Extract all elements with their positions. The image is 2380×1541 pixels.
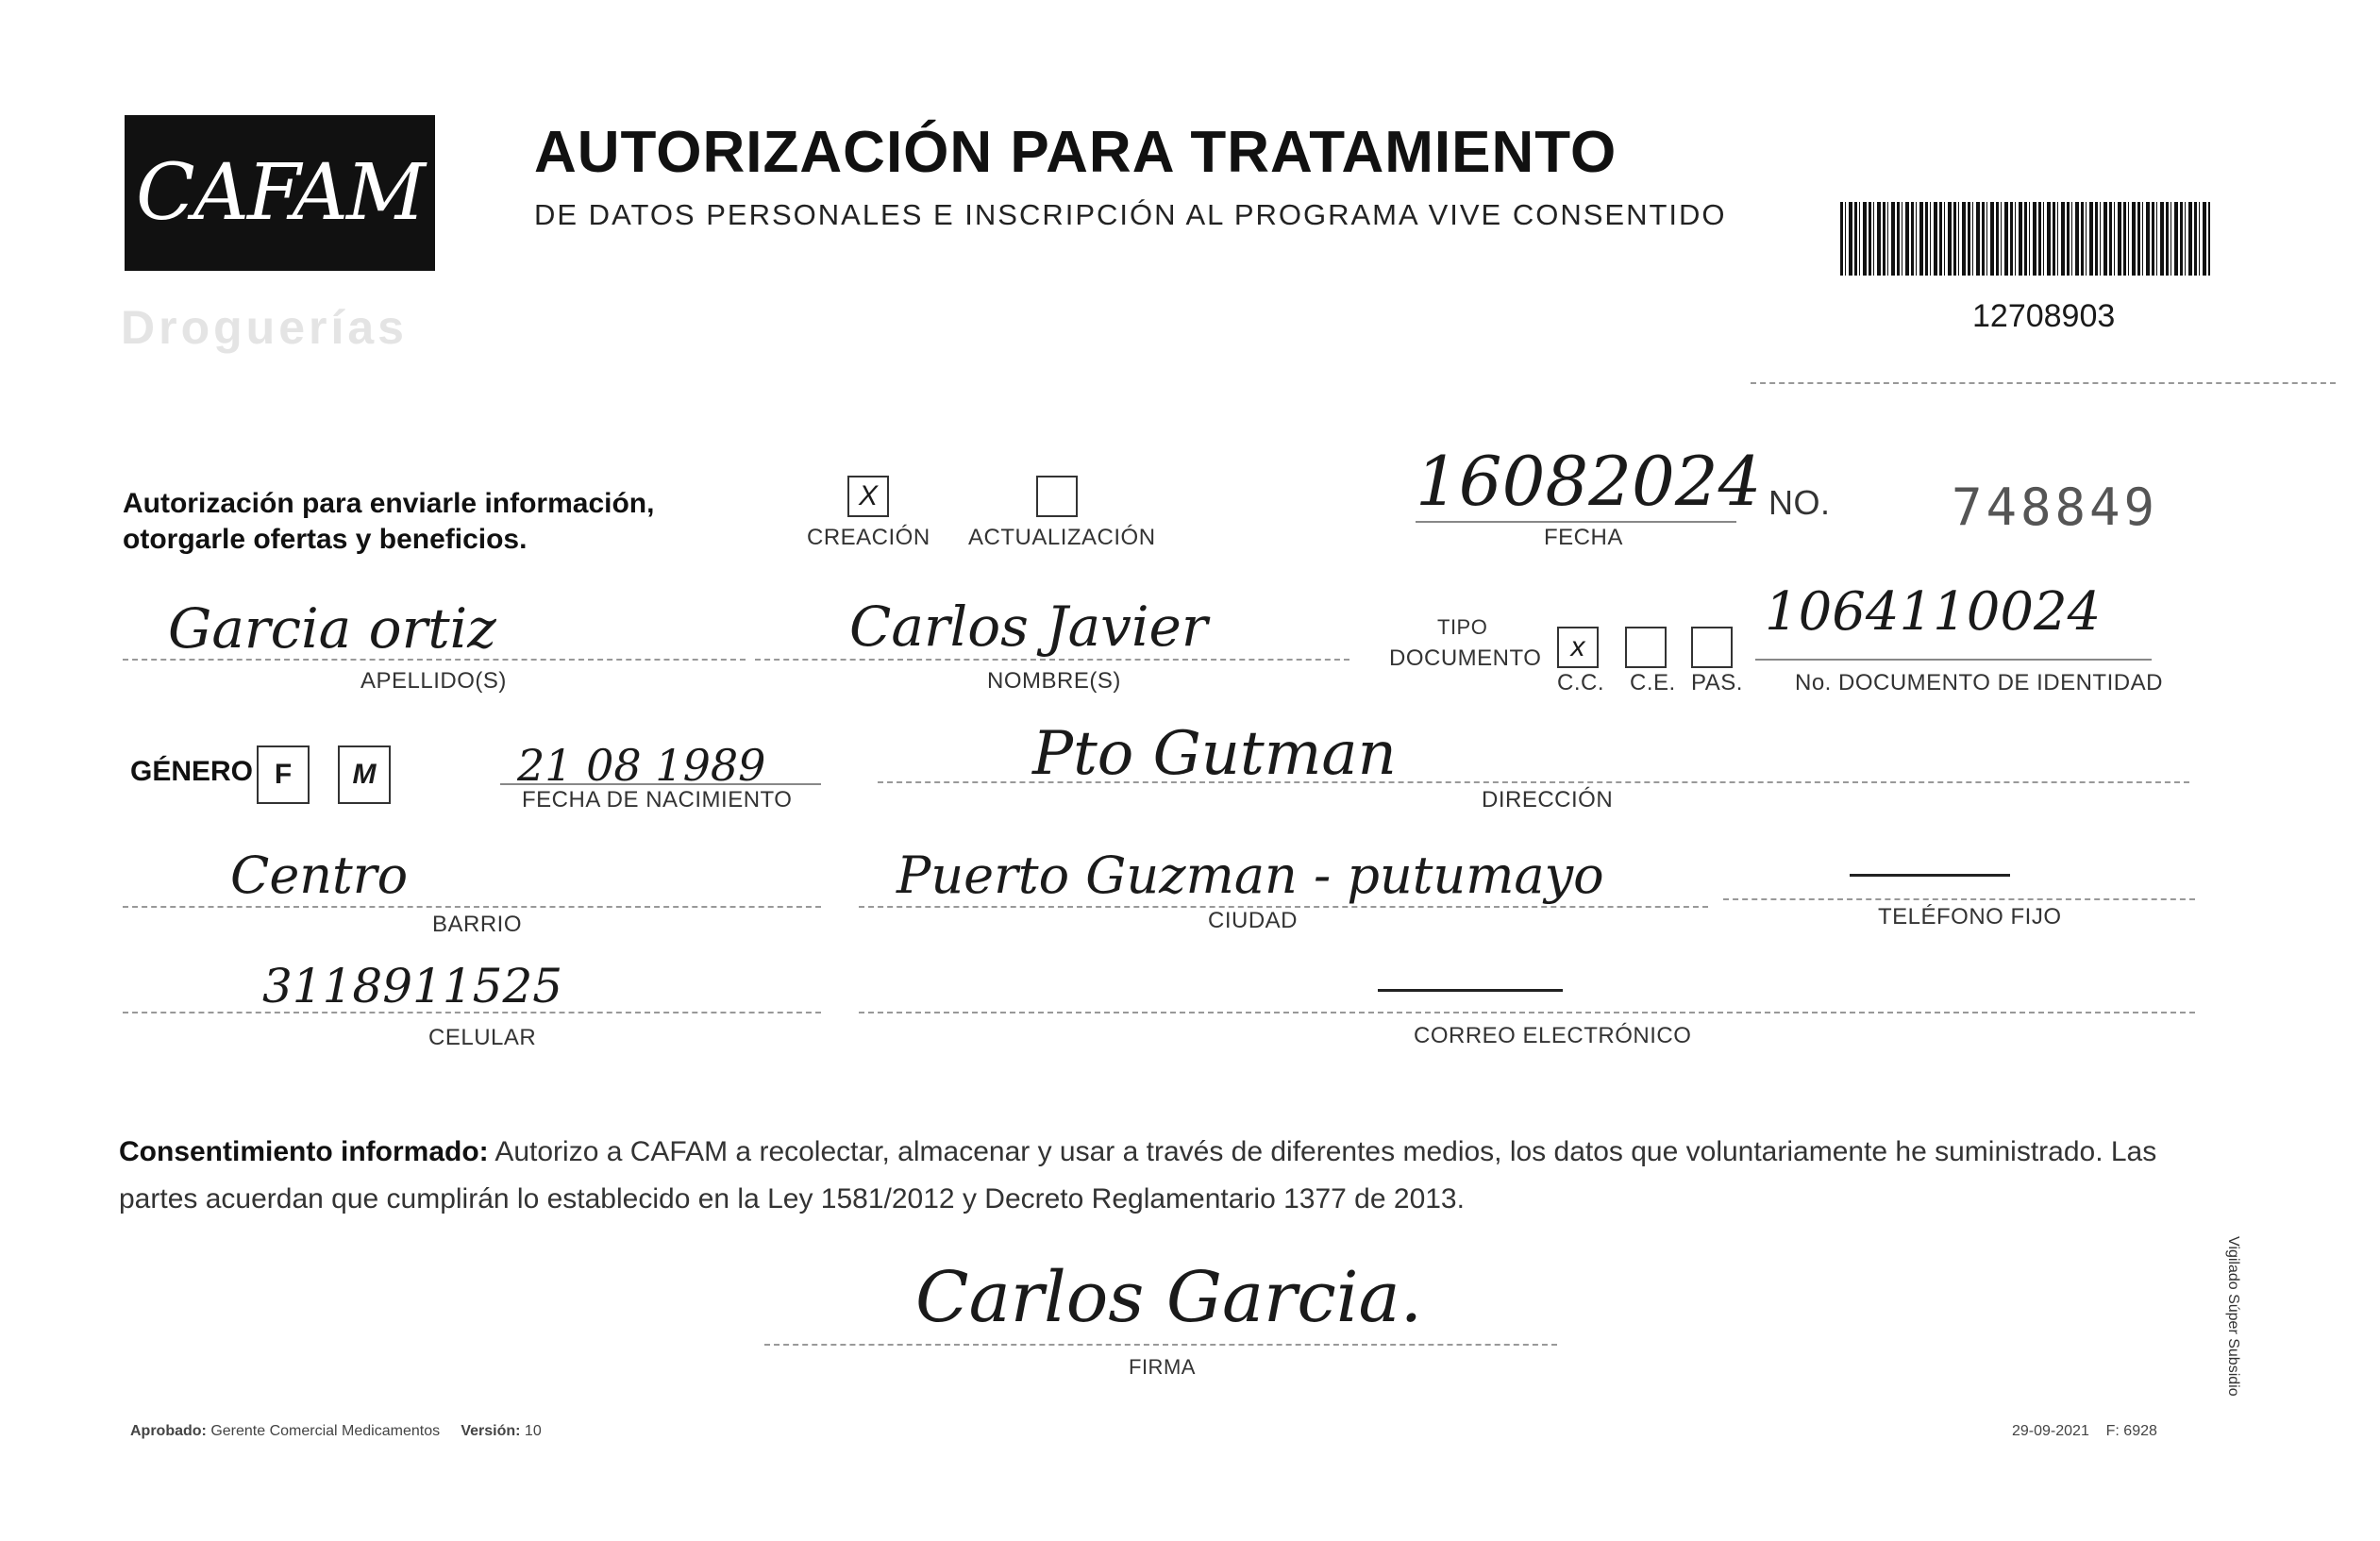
cafam-logo — [125, 115, 435, 271]
footer-approval — [130, 1423, 542, 1440]
barcode-number: 12708903 — [1972, 298, 2116, 334]
barcode — [1840, 202, 2210, 276]
logo-text: CAFAM — [136, 148, 424, 238]
ciudad-label: CIUDAD — [1208, 908, 1299, 933]
form-subtitle: DE DATOS PERSONALES E INSCRIPCIÓN AL PROGRAMA VIVE CONSENTIDO — [534, 198, 1727, 231]
genero-label: GÉNERO — [130, 756, 254, 787]
direccion-line — [878, 781, 2189, 783]
ce-checkbox[interactable] — [1625, 627, 1667, 668]
m-letter: M — [352, 759, 377, 790]
nombres-label: NOMBRE(S) — [987, 668, 1121, 694]
version-value: 10 — [524, 1423, 542, 1439]
direccion-value[interactable]: Pto Gutman — [1032, 719, 1397, 789]
barrio-line — [123, 906, 821, 908]
documento-line — [1755, 659, 2152, 661]
creacion-label: CREACIÓN — [807, 525, 930, 550]
nacimiento-label: FECHA DE NACIMIENTO — [522, 787, 793, 812]
correo-line — [859, 1012, 2195, 1013]
version-label: Versión: — [461, 1423, 521, 1439]
nombres-value[interactable]: Carlos Javier — [849, 595, 1208, 659]
nombres-line — [755, 659, 1349, 661]
celular-line — [123, 1012, 821, 1013]
cc-label: C.C. — [1557, 670, 1604, 695]
fecha-value[interactable]: 16082024 — [1416, 442, 1762, 521]
fecha-label: FECHA — [1544, 525, 1623, 550]
footer-date-code — [2012, 1423, 2157, 1440]
nacimiento-line — [500, 783, 821, 785]
check-mark-icon: x — [1570, 631, 1585, 662]
authorization-text-1: Autorización para enviarle información, — [123, 488, 655, 519]
correo-label: CORREO ELECTRÓNICO — [1414, 1023, 1692, 1048]
logo-subtext: Droguerías — [121, 301, 408, 354]
documento-label: DOCUMENTO — [1389, 645, 1542, 671]
consent-paragraph — [119, 1129, 2214, 1223]
genero-f-box[interactable] — [257, 745, 310, 804]
footer-date: 29-09-2021 — [2012, 1423, 2089, 1439]
barrio-value[interactable]: Centro — [230, 846, 409, 905]
aprobado-value: Gerente Comercial Medicamentos — [210, 1423, 441, 1439]
no-value: 748849 — [1952, 477, 2159, 537]
apellidos-value[interactable]: Garcia ortiz — [168, 596, 496, 661]
firma-label: FIRMA — [1129, 1355, 1196, 1379]
side-vertical-text: Vigilado Súper Subsidio — [2225, 1236, 2241, 1397]
documento-value[interactable]: 1064110024 — [1765, 581, 2102, 643]
cc-checkbox[interactable] — [1557, 627, 1599, 668]
telefono-blank-mark — [1850, 874, 2010, 877]
correo-blank-mark — [1378, 989, 1563, 992]
f-letter: F — [274, 759, 293, 790]
footer-code: F: 6928 — [2105, 1423, 2157, 1439]
celular-label: CELULAR — [428, 1025, 537, 1050]
form-title: AUTORIZACIÓN PARA TRATAMIENTO — [534, 120, 1617, 185]
divider — [1751, 382, 2336, 384]
signature[interactable]: Carlos Garcia. — [915, 1257, 1423, 1338]
authorization-text-2: otorgarle ofertas y beneficios. — [123, 524, 528, 555]
ce-label: C.E. — [1630, 670, 1676, 695]
creacion-checkbox[interactable] — [847, 476, 889, 517]
genero-m-box[interactable] — [338, 745, 391, 804]
actualizacion-label: ACTUALIZACIÓN — [968, 525, 1156, 550]
ciudad-value[interactable]: Puerto Guzman - putumayo — [897, 846, 1604, 905]
actualizacion-checkbox[interactable] — [1036, 476, 1078, 517]
documento-number-label: No. DOCUMENTO DE IDENTIDAD — [1795, 670, 2163, 695]
pas-checkbox[interactable] — [1691, 627, 1733, 668]
barrio-label: BARRIO — [432, 912, 523, 937]
consent-heading: Consentimiento informado: — [119, 1136, 489, 1167]
pas-label: PAS. — [1691, 670, 1743, 695]
nacimiento-value[interactable]: 21 08 1989 — [517, 740, 766, 791]
celular-value[interactable]: 3118911525 — [262, 959, 563, 1013]
direccion-label: DIRECCIÓN — [1482, 787, 1614, 812]
apellidos-line — [123, 659, 746, 661]
aprobado-label: Aprobado: — [130, 1423, 207, 1439]
signature-line — [764, 1344, 1557, 1346]
consent-text: Autorizo a CAFAM a recolectar, almacenar y usar a través de diferentes medios, los datos que voluntariamente he suministrado. Las partes acuerdan que cumplirán lo establecido en la Ley 1581/2012 y Decreto Reglamentario 1377 de 2013. — [119, 1136, 2157, 1214]
telefono-label: TELÉFONO FIJO — [1878, 904, 2062, 930]
fecha-line — [1416, 521, 1736, 523]
apellidos-label: APELLIDO(S) — [360, 668, 507, 694]
telefono-line — [1723, 898, 2195, 900]
check-mark-icon: X — [858, 480, 878, 511]
tipo-label: TIPO — [1437, 615, 1488, 639]
no-label: NO. — [1768, 483, 1831, 522]
